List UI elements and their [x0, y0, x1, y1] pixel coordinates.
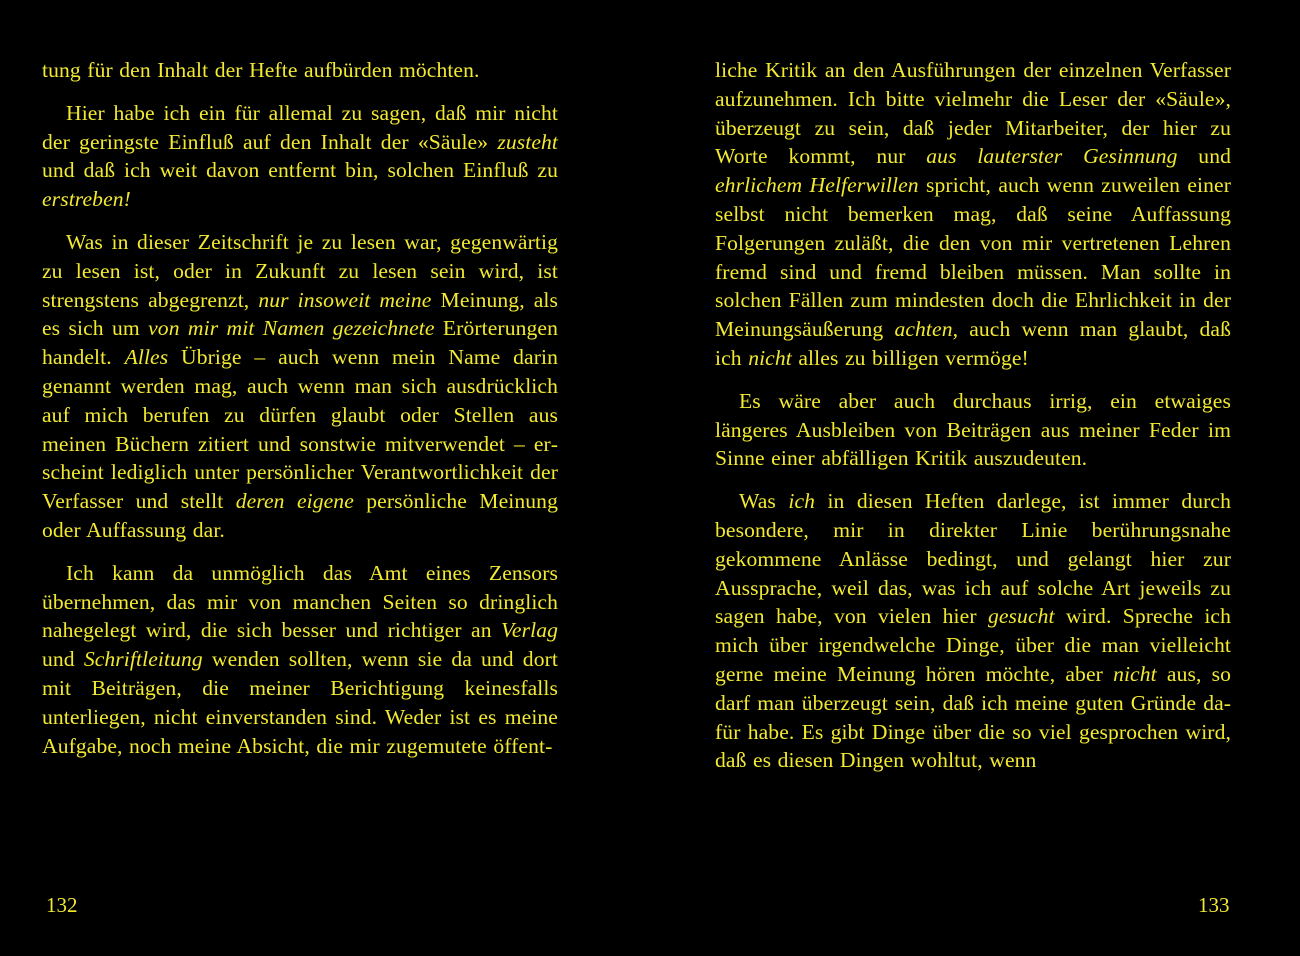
emphasized-text: aus lauterster Gesinnung — [926, 144, 1178, 169]
text-run: auch wenn man glaubt, daß ich — [715, 317, 1231, 370]
emphasized-text: nicht — [748, 345, 792, 370]
text-run: und daß ich weit davon entfernt bin, solchen Einfluß zu — [42, 158, 558, 183]
emphasized-text: nur insoweit meine — [258, 287, 432, 312]
paragraph — [42, 99, 558, 214]
emphasized-text: gesucht — [987, 604, 1055, 629]
emphasized-text: achten, — [894, 317, 959, 342]
text-run: wenden sollten, wenn sie da und dort mit Beiträgen, die meiner Berichtigung keinesfalls unterliegen, nicht einverstanden sind. Weder ist es meine Aufgabe, noch meine Absicht, die mir zugemutete öffent- — [42, 647, 558, 758]
text-run: persönliche Meinung oder Auffassung dar. — [42, 489, 558, 542]
text-run: und — [42, 647, 84, 672]
text-run: alles zu billigen vermöge! — [791, 345, 1029, 370]
text-run: tung für den Inhalt der Hefte aufbürden möchten. — [42, 58, 480, 82]
page-number-left: 132 — [46, 893, 78, 917]
emphasized-text: erstreben! — [42, 187, 131, 212]
emphasized-text: ehrlichem Helferwillen — [715, 173, 919, 198]
paragraph — [715, 56, 1231, 373]
paragraph — [715, 487, 1231, 775]
page-number-right: 133 — [1198, 893, 1230, 917]
emphasized-text: von mir mit Namen gezeichnete — [148, 316, 435, 341]
emphasized-text: ich — [788, 489, 816, 514]
page-left — [42, 56, 558, 760]
text-run: Was — [739, 489, 789, 514]
emphasized-text: Verlag — [501, 618, 558, 643]
text-run: spricht, auch wenn zuweilen einer selbst nicht bemerken mag, daß seine Auffassung Folgerungen zuläßt, die den von mir vertretenen Lehren fremd sind und fremd bleiben müssen. Man sollte in solchen Fällen zum mindesten doch die Ehrlichkeit in der Meinungsäußerung — [715, 173, 1231, 342]
text-run: und — [1177, 144, 1231, 169]
emphasized-text: nicht — [1113, 661, 1157, 686]
emphasized-text: deren eigene — [235, 489, 354, 514]
text-run: in diesen Heften darlege, ist immer durch besondere, mir in direkter Linie berührungsnahe gekommene Anlässe bedingt, und gelangt hier zur Aussprache, weil das, was ich auf solche Art jeweils zu sagen habe, von vielen hier — [715, 489, 1231, 629]
emphasized-text: Alles — [124, 345, 169, 370]
text-run: liche Kritik an den Ausführungen der einzelnen Verfasser aufzunehmen. Ich bitte vielmehr die Leser der «Säule», überzeugt zu sein, daß jeder Mitarbeiter, der hier zu Worte kommt, nur — [715, 58, 1231, 169]
paragraph — [42, 228, 558, 545]
text-run: wird. Spreche ich mich über irgendwelche Dinge, über die man vielleicht gerne meine Meinung hören möchte, aber — [715, 604, 1232, 686]
paragraph — [42, 56, 558, 85]
text-run: Meinung, als es sich um — [42, 287, 558, 341]
paragraph — [715, 387, 1231, 473]
text-run: Ich kann da unmöglich das Amt eines Zensors übernehmen, das mir von manchen Seiten so dringlich nahegelegt wird, die sich besser und richtiger an — [42, 560, 558, 643]
page-right — [715, 56, 1231, 775]
text-run: Was in dieser Zeitschrift je zu lesen war, gegenwärtig zu lesen ist, oder in Zukunft zu lesen sein wird, ist strengstens abgegrenzt, — [42, 229, 558, 312]
text-run: aus, so darf man überzeugt sein, daß ich meine guten Gründe dafür habe. Es gibt Dinge über die so viel gesprochen wird, daß es diesen Dingen wohltut, wenn — [715, 661, 1231, 773]
paragraph — [42, 559, 558, 761]
text-run: Erörterungen handelt. — [42, 316, 558, 370]
text-run: Übrige – auch wenn mein Name darin genannt werden mag, auch wenn man sich ausdrücklich auf mich berufen zu dürfen glaubt oder Stellen aus meinen Büchern zitiert und sonstwie mitverwendet – erscheint lediglich unter persönlicher Verantwortlichkeit der Verfasser und stellt — [42, 345, 558, 514]
text-run: Hier habe ich ein für allemal zu sagen, daß mir nicht der geringste Einfluß auf den Inhalt der «Säule» — [42, 100, 558, 154]
emphasized-text: zusteht — [497, 129, 558, 154]
text-run: Es wäre aber auch durchaus irrig, ein etwaiges längeres Ausbleiben von Beiträgen aus meiner Feder im Sinne einer abfälligen Kritik auszudeuten. — [715, 388, 1231, 471]
emphasized-text: Schriftleitung — [83, 647, 203, 672]
